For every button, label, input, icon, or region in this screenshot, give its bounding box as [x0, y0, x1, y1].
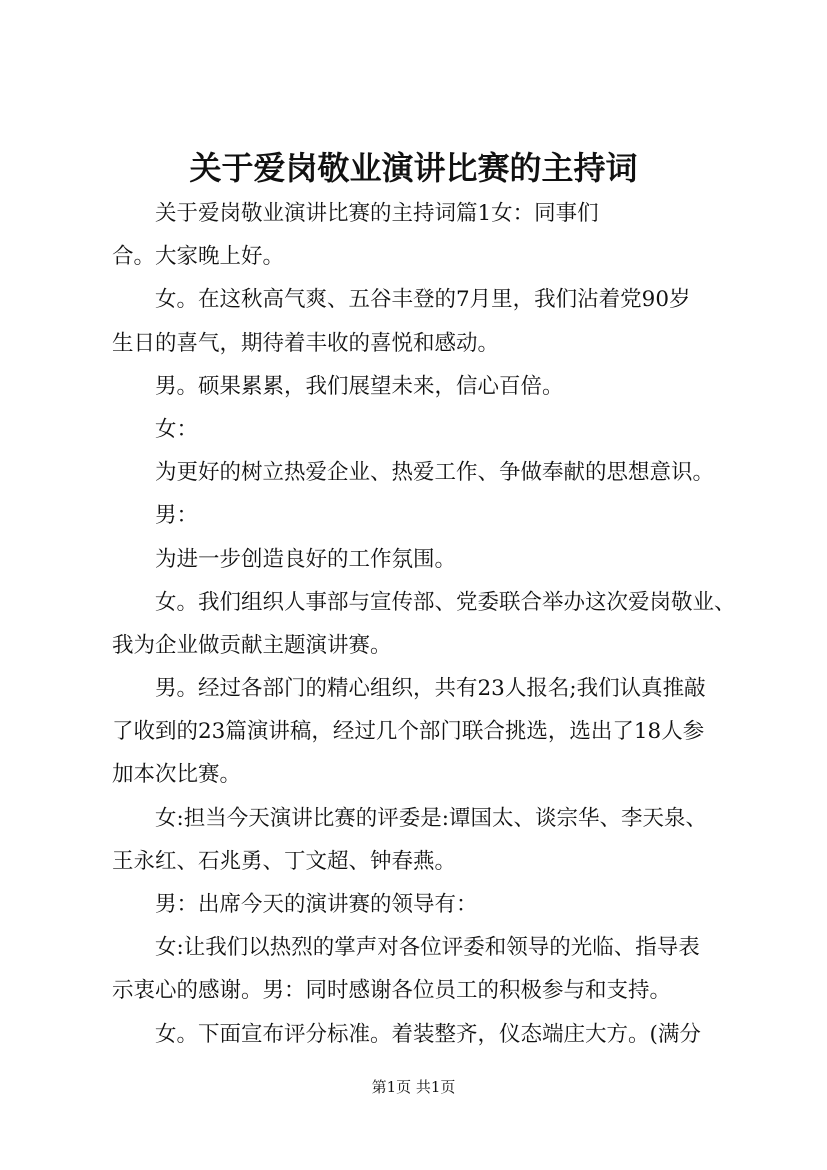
- paragraph-line: 为进一步创造良好的工作氛围。: [155, 546, 457, 572]
- paragraph-line: 合。大家晚上好。: [112, 244, 285, 270]
- paragraph-line: 男。经过各部门的精心组织，共有23人报名;我们认真推敲: [155, 676, 706, 702]
- paragraph-line: 女：: [155, 416, 199, 442]
- paragraph-line: 男：出席今天的演讲赛的领导有：: [155, 892, 478, 917]
- paragraph-line: 加本次比赛。: [112, 762, 242, 788]
- page-footer: 第1页 共1页: [371, 1078, 456, 1096]
- paragraph-line: 我为企业做贡献主题演讲赛。: [112, 632, 392, 658]
- paragraph-line: 王永红、石兆勇、丁文超、钟春燕。: [112, 848, 457, 874]
- document-body: [112, 192, 736, 1056]
- paragraph-line: 女:担当今天演讲比赛的评委是:谭国太、谈宗华、李天泉、: [155, 805, 707, 831]
- document-title: 关于爱岗敬业演讲比赛的主持词: [189, 149, 638, 187]
- paragraph-line: 女。在这秋高气爽、五谷丰登的7月里，我们沾着党90岁: [155, 287, 691, 313]
- paragraph-line: 女。我们组织人事部与宣传部、党委联合举办这次爱岗敬业、: [155, 589, 736, 615]
- paragraph-line: 示衷心的感谢。男：同时感谢各位员工的积极参与和支持。: [112, 978, 672, 1004]
- paragraph-line: 女。下面宣布评分标准。着装整齐，仪态端庄大方。(满分: [155, 1021, 701, 1047]
- paragraph-line: 男：: [155, 503, 199, 529]
- paragraph-line: 了收到的23篇演讲稿，经过几个部门联合挑选，选出了18人参: [112, 719, 705, 745]
- paragraph-line: 为更好的树立热爱企业、热爱工作、争做奉献的思想意识。: [155, 460, 715, 486]
- paragraph-line: 生日的喜气，期待着丰收的喜悦和感动。: [112, 330, 500, 356]
- paragraph-line: 男。硕果累累，我们展望未来，信心百倍。: [155, 373, 564, 399]
- paragraph-line: 女:让我们以热烈的掌声对各位评委和领导的光临、指导表: [155, 935, 700, 961]
- paragraph-line: 关于爱岗敬业演讲比赛的主持词篇1女：同事们: [155, 201, 599, 226]
